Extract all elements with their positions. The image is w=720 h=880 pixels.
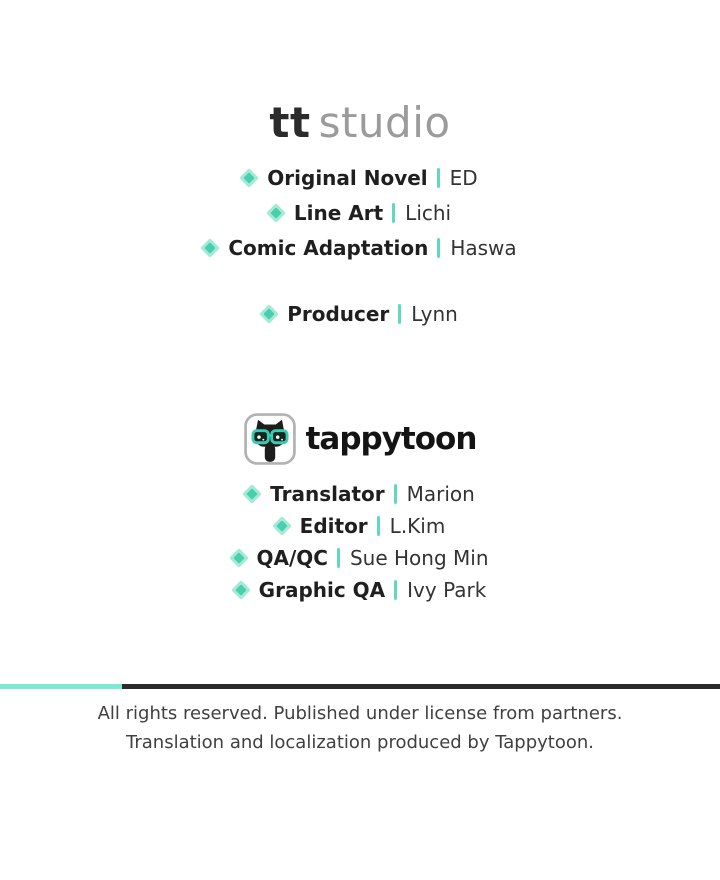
pipe-separator: [337, 548, 340, 568]
credit-role: Graphic QA: [258, 578, 386, 602]
diamond-icon: [266, 203, 286, 223]
diamond-icon-inner: [276, 520, 287, 531]
credit-name: L.Kim: [389, 514, 446, 538]
credit-name: Haswa: [450, 235, 517, 260]
pipe-separator: [437, 238, 440, 258]
diamond-icon: [229, 548, 249, 568]
tappytoon-logo-text: tappytoon: [305, 421, 477, 457]
diamond-icon-inner: [205, 242, 216, 253]
credit-row: [0, 574, 720, 606]
credit-name: Sue Hong Min: [349, 546, 489, 570]
credit-row: [0, 478, 720, 510]
diamond-icon: [200, 238, 220, 258]
credit-role: Editor: [299, 514, 368, 538]
credit-name: Lichi: [405, 200, 452, 225]
studio-title-bold: tt: [269, 98, 311, 147]
diamond-icon-inner: [270, 207, 281, 218]
tappytoon-logo: [0, 413, 720, 465]
pipe-separator: [394, 484, 397, 504]
credit-role: Translator: [270, 482, 385, 506]
producer-credit: [0, 296, 720, 331]
credit-role: Producer: [287, 301, 390, 326]
credit-row: [0, 230, 720, 265]
diamond-icon-inner: [264, 308, 275, 319]
credit-row: [0, 160, 720, 195]
credit-row: [0, 195, 720, 230]
divider-teal-segment: [0, 684, 122, 689]
rights-line-1: All rights reserved. Published under license from partners.: [97, 703, 623, 724]
pipe-separator: [437, 168, 440, 188]
diamond-icon-inner: [246, 488, 257, 499]
credit-role: Line Art: [293, 200, 384, 225]
divider-dark-segment: [122, 684, 720, 689]
diamond-icon: [239, 168, 259, 188]
studio-title: [0, 98, 720, 147]
credit-row: [0, 296, 720, 331]
pipe-separator: [398, 304, 401, 324]
diamond-icon: [242, 484, 262, 504]
publisher-credits: [0, 478, 720, 606]
studio-credits: [0, 160, 720, 265]
credit-role: Comic Adaptation: [228, 235, 429, 260]
diamond-icon: [259, 304, 279, 324]
credit-name: ED: [449, 165, 478, 190]
diamond-icon-inner: [235, 584, 246, 595]
tappytoon-cat-icon: [244, 413, 296, 465]
pipe-separator: [394, 580, 397, 600]
credit-name: Lynn: [411, 301, 458, 326]
credit-role: Original Novel: [267, 165, 428, 190]
diamond-icon-inner: [244, 172, 255, 183]
pipe-separator: [377, 516, 380, 536]
studio-title-light: studio: [318, 98, 451, 147]
credit-role: QA/QC: [256, 546, 328, 570]
diamond-icon: [231, 580, 251, 600]
divider-rule: [0, 684, 720, 689]
pipe-separator: [392, 203, 395, 223]
credit-row: [0, 510, 720, 542]
rights-line-2: Translation and localization produced by Tappytoon.: [126, 732, 594, 753]
credit-name: Ivy Park: [407, 578, 487, 602]
diamond-icon: [272, 516, 292, 536]
rights-footer: [0, 699, 720, 757]
credit-name: Marion: [406, 482, 475, 506]
credit-row: [0, 542, 720, 574]
diamond-icon-inner: [233, 552, 244, 563]
